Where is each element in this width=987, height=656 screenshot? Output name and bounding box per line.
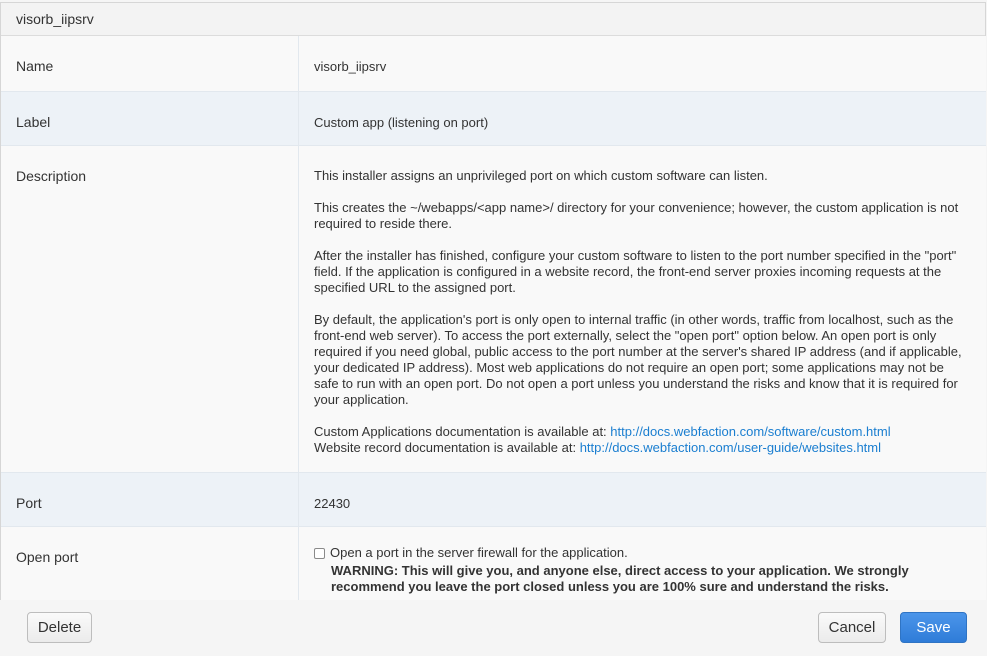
delete-button[interactable]: Delete — [27, 612, 92, 643]
description-paragraph: This creates the ~/webapps/<app name>/ directory for your convenience; however, the custom application is not required to reside there. — [314, 200, 959, 231]
description-value — [299, 146, 986, 472]
port-value: 22430 — [314, 496, 351, 511]
custom-docs-link[interactable]: http://docs.webfaction.com/software/custom.html — [610, 424, 891, 439]
label-value: Custom app (listening on port) — [314, 115, 489, 130]
website-docs-link[interactable]: http://docs.webfaction.com/user-guide/websites.html — [579, 440, 881, 455]
row-label — [1, 92, 986, 146]
name-label: Name — [1, 36, 299, 91]
row-port — [1, 473, 986, 527]
open-port-warning: WARNING: This will give you, and anyone else, direct access to your application. We strongly recommend you leave the port closed unless you are 100% sure and understand the risks. — [331, 563, 909, 594]
footer-actions — [0, 600, 987, 656]
description-paragraph: By default, the application's port is only open to internal traffic (in other words, traffic from localhost, such as the front-end web server). To access the port externally, select the "open port" option below. An open port is only required if you need global, public access to the port number at the server's shared IP address (and if applicable, your dedicated IP address). Most web applications do not require an open port; some applications may not be safe to run with an open port. Do not open a port unless you understand the risks and know that it is required for your application. — [314, 312, 962, 407]
doc-custom-line — [314, 424, 972, 440]
details-table — [1, 36, 986, 605]
row-description — [1, 146, 986, 473]
panel-title: visorb_iipsrv — [1, 3, 985, 36]
description-paragraph: After the installer has finished, configure your custom software to listen to the port number specified in the "port" field. If the application is configured in a website record, the front-end server proxies incoming requests at the specified URL to the assigned port. — [314, 248, 957, 295]
open-port-option — [314, 545, 972, 561]
description-label: Description — [1, 146, 299, 472]
row-name — [1, 36, 986, 92]
open-port-label: Open port — [1, 527, 299, 605]
doc-links — [314, 424, 972, 456]
doc-website-line — [314, 440, 972, 456]
app-details-panel — [0, 2, 986, 656]
label-label: Label — [1, 92, 299, 145]
doc-website-prefix: Website record documentation is available at: — [314, 440, 580, 455]
save-button[interactable]: Save — [900, 612, 967, 643]
open-port-value — [299, 527, 986, 605]
row-open-port — [1, 527, 986, 605]
cancel-button[interactable]: Cancel — [818, 612, 886, 643]
open-port-checkbox[interactable] — [314, 548, 325, 559]
description-paragraph: This installer assigns an unprivileged port on which custom software can listen. — [314, 168, 768, 183]
open-port-checkbox-label[interactable]: Open a port in the server firewall for the application. — [330, 545, 628, 560]
name-value: visorb_iipsrv — [314, 59, 387, 74]
port-label: Port — [1, 473, 299, 526]
doc-custom-prefix: Custom Applications documentation is available at: — [314, 424, 611, 439]
